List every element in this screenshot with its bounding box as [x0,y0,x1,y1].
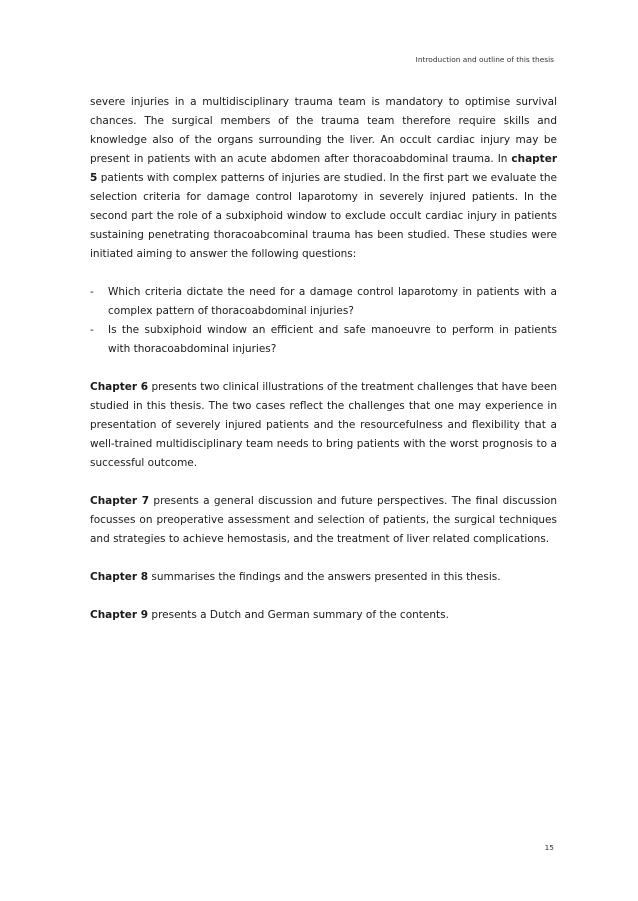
chapter-ref: Chapter 9 [90,609,149,621]
body-text [90,93,557,644]
chapter-ref: Chapter 7 [90,495,150,507]
paragraph-text: presents a general discussion and future perspectives. The final discussion focusses on preoperative assessment and selection of patients, the surgical techniques and strategies to achieve hemostasis, and the treatment of liver related complications. [90,495,557,545]
chapter-ref: Chapter 6 [90,381,149,393]
question-list [90,283,557,359]
list-item-text: Which criteria dictate the need for a damage control laparotomy in patients with a complex pattern of thoracoabdominal injuries? [108,286,557,317]
paragraph-text: presents two clinical illustrations of the treatment challenges that have been studied in this thesis. The two cases reflect the challenges that one may experience in presentation of severely injured patients and the resourcefulness and flexibility that a well-trained multidisciplinary team needs to bring patients with the worst prognosis to a successful outcome. [90,381,557,469]
paragraph-chapter-8 [90,568,557,587]
paragraph-chapter-6 [90,378,557,473]
spacer [90,264,557,283]
running-header: Introduction and outline of this thesis [415,55,554,64]
paragraph-text: presents a Dutch and German summary of the contents. [148,609,449,621]
page-number: 15 [544,843,554,852]
paragraph-chapter-9 [90,606,557,625]
list-item-text: Is the subxiphoid window an efficient and safe manoeuvre to perform in patients with thoracoabdominal injuries? [108,324,557,355]
paragraph-text: severe injuries in a multidisciplinary trauma team is mandatory to optimise survival chances. The surgical members of the trauma team therefore require skills and knowledge also of the organs surrounding the liver. An occult cardiac injury may be present in patients with an acute abdomen after thoracoabdominal trauma. In [90,96,557,165]
paragraph-text: summarises the findings and the answers presented in this thesis. [148,571,501,583]
list-item [90,283,557,321]
paragraph-chapter-5 [90,93,557,264]
list-item [90,321,557,359]
chapter-ref: Chapter 8 [90,571,149,583]
paragraph-text: patients with complex patterns of injuries are studied. In the first part we evaluate the selection criteria for damage control laparotomy in severely injured patients. In the second part the role of a subxiphoid window to exclude occult cardiac injury in patients sustaining penetrating thoracoabcominal trauma has been studied. These studies were initiated aiming to answer the following questions: [90,172,557,260]
paragraph-chapter-7 [90,492,557,549]
dash-marker: - [90,286,94,298]
dash-marker: - [90,324,94,336]
chapter-ref: chapter 5 [90,153,557,184]
